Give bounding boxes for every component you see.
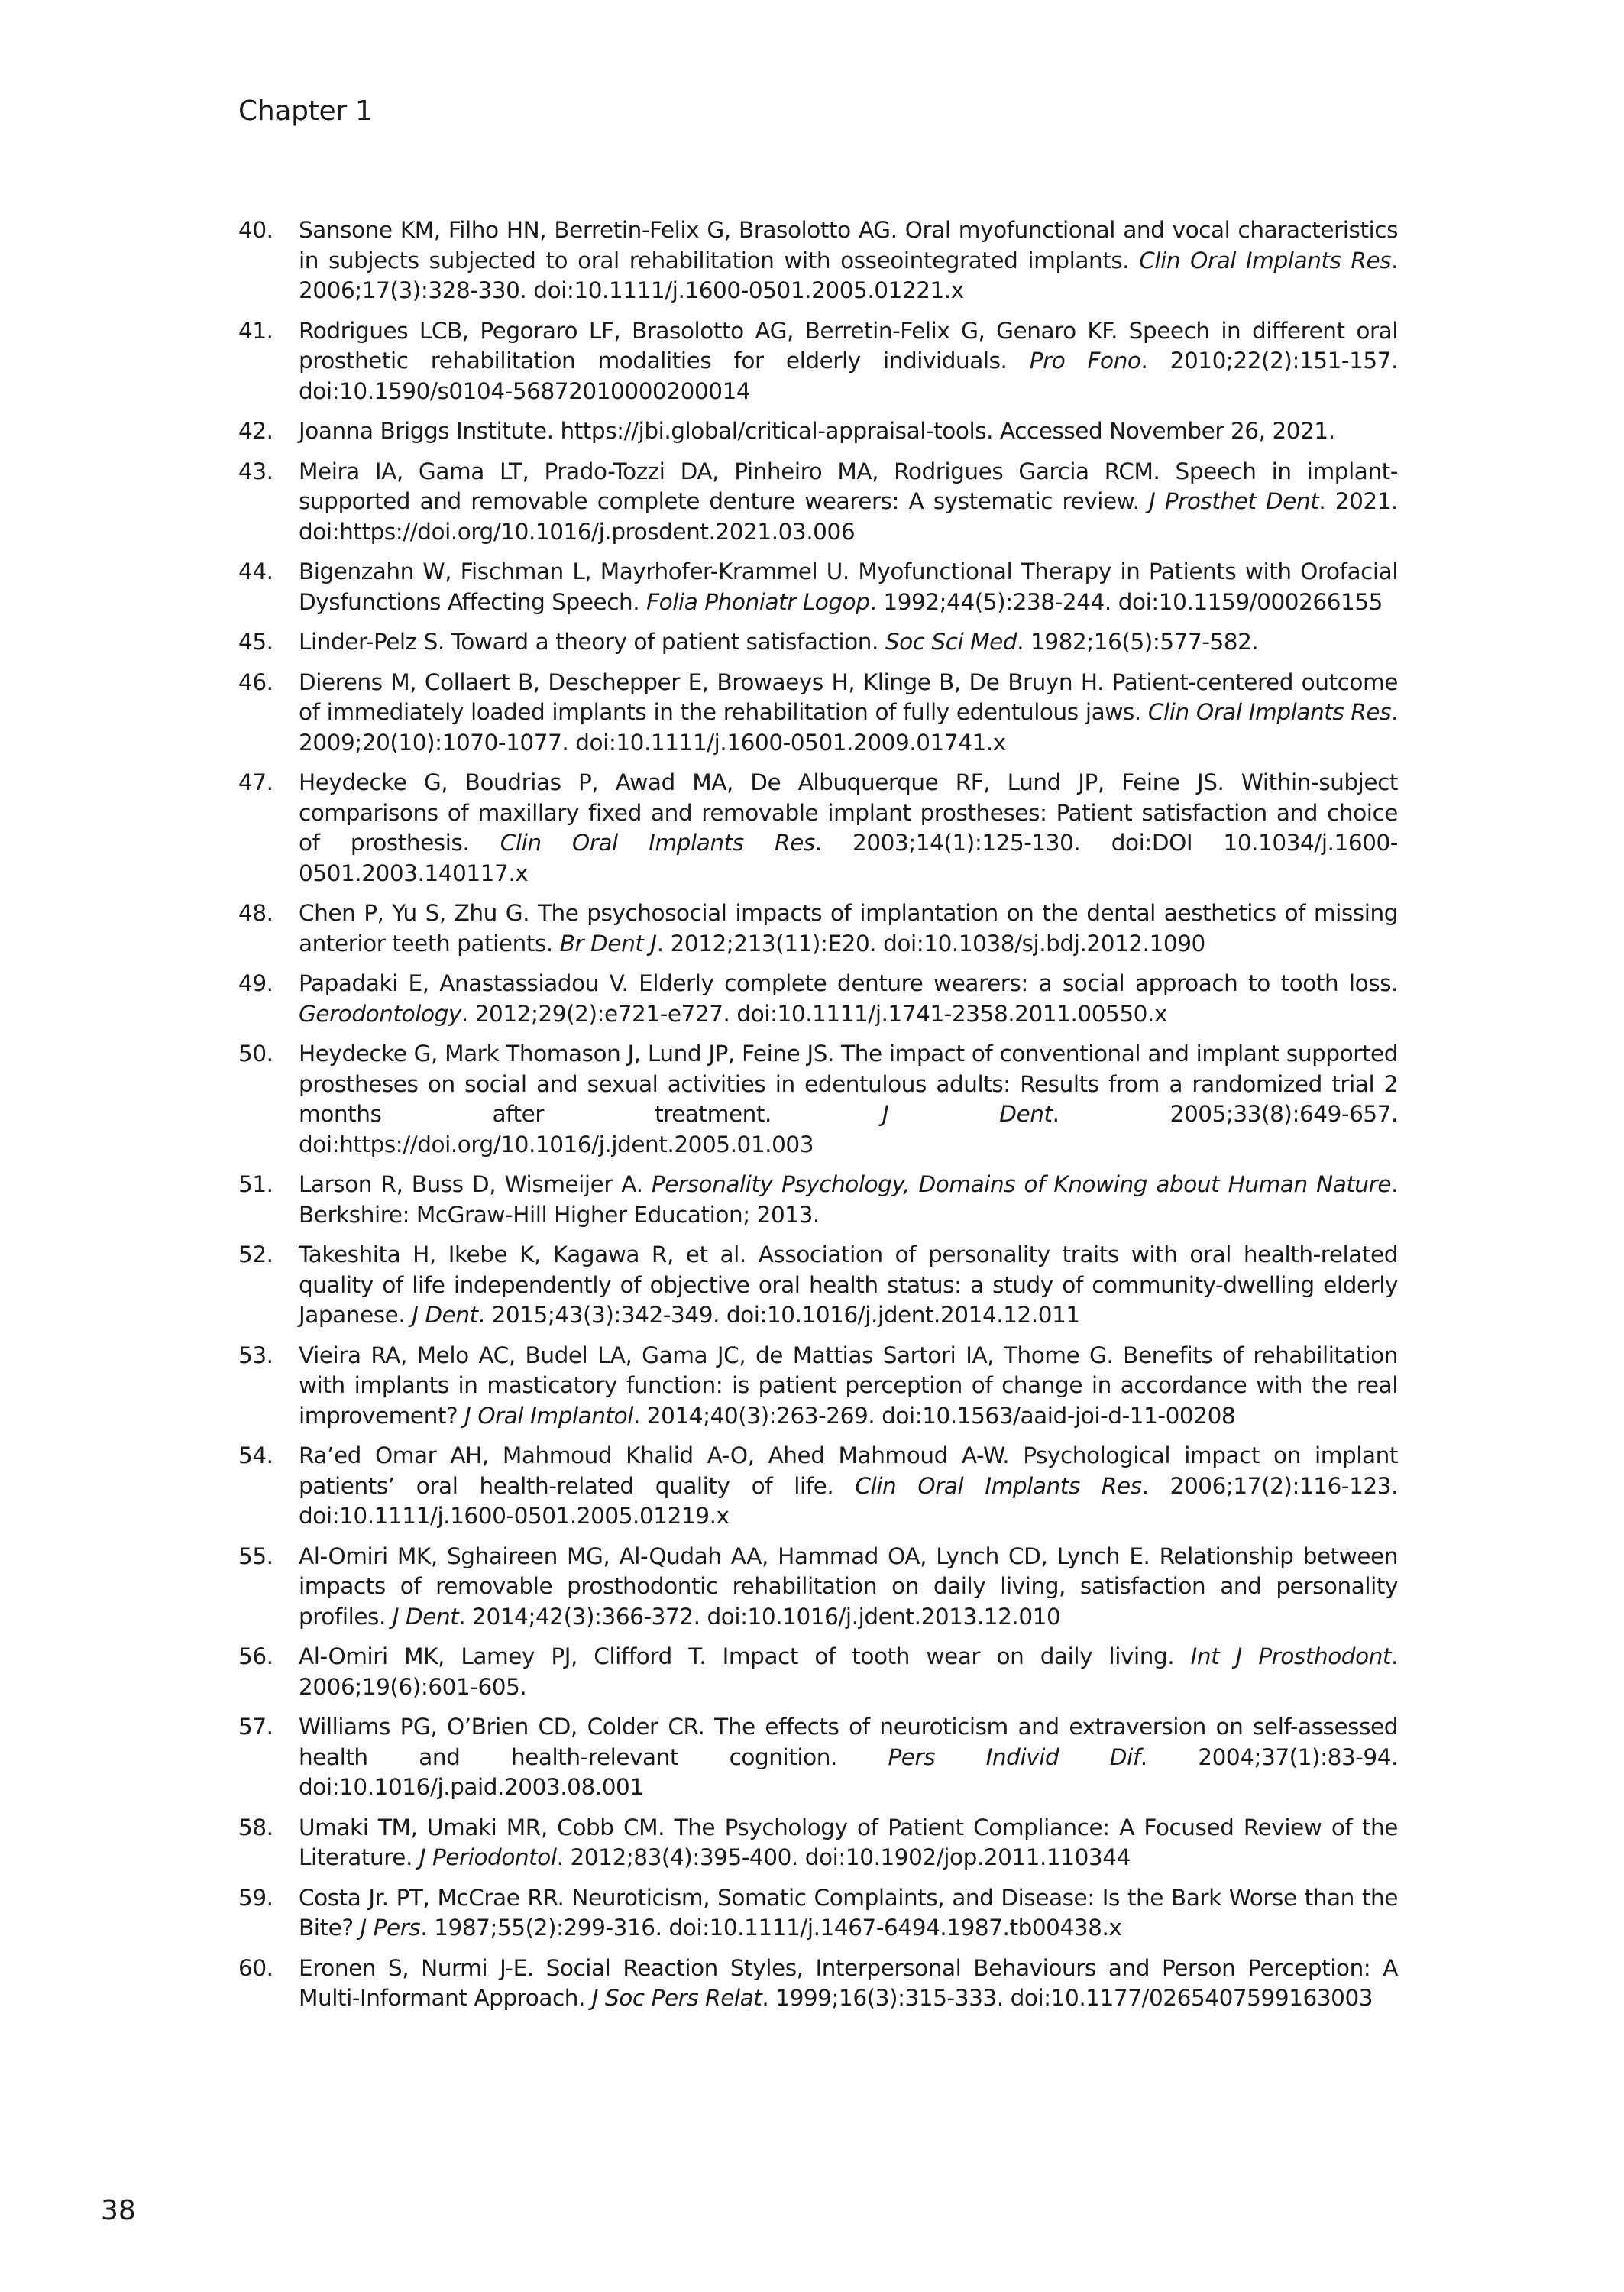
- reference-text: [299, 1341, 1398, 1432]
- reference-authors-title: Costa Jr. PT, McCrae RR. Neuroticism, Somatic Complaints, and Disease: Is the Bark Worse than the Bite?: [299, 1884, 1398, 1941]
- reference-number: 41.: [238, 317, 273, 344]
- reference-item: [238, 316, 1398, 407]
- reference-number: 54.: [238, 1442, 273, 1468]
- reference-authors-title: Al-Omiri MK, Lamey PJ, Clifford T. Impact of tooth wear on daily living.: [299, 1643, 1191, 1669]
- reference-item: [238, 1441, 1398, 1532]
- reference-citation-details: . 2010;22(2):151-157. doi:10.1590/s0104-56872010000200014: [299, 348, 1398, 404]
- reference-number: 58.: [238, 1814, 273, 1840]
- reference-number: 50.: [238, 1041, 273, 1067]
- reference-number: 59.: [238, 1884, 273, 1911]
- reference-citation-details: . 2021. doi:https://doi.org/10.1016/j.prosdent.2021.03.006: [299, 488, 1398, 545]
- reference-number: 56.: [238, 1643, 273, 1669]
- reference-authors-title: Dierens M, Collaert B, Deschepper E, Browaeys H, Klinge B, De Bruyn H. Patient-centered outcome of immediately loaded implants in the rehabilitation of fully edentulous jaws.: [299, 668, 1398, 725]
- reference-journal: Soc Sci Med: [885, 629, 1017, 655]
- reference-item: [238, 768, 1398, 889]
- reference-journal: J Periodontol: [419, 1844, 557, 1870]
- reference-item: [238, 416, 1398, 447]
- reference-number: 43.: [238, 458, 273, 484]
- reference-citation-details: . 1982;16(5):577-582.: [1017, 629, 1259, 655]
- reference-authors-title: Bigenzahn W, Fischman L, Mayrhofer-Krammel U. Myofunctional Therapy in Patients with Orofacial Dysfunctions Affecting Speech.: [299, 558, 1398, 615]
- reference-citation-details: . 2012;29(2):e721-e727. doi:10.1111/j.1741-2358.2011.00550.x: [461, 1000, 1167, 1027]
- reference-number: 57.: [238, 1714, 273, 1740]
- reference-authors-title: Ra’ed Omar AH, Mahmoud Khalid A-O, Ahed Mahmoud A-W. Psychological impact on implant patients’ oral health-related quality of life.: [299, 1442, 1398, 1499]
- reference-number: 53.: [238, 1342, 273, 1368]
- reference-text: [299, 1954, 1398, 2014]
- reference-citation-details: . 2012;213(11):E20. doi:10.1038/sj.bdj.2012.1090: [656, 930, 1205, 957]
- reference-text: [299, 668, 1398, 759]
- reference-authors-title: Larson R, Buss D, Wismeijer A.: [299, 1171, 652, 1197]
- reference-journal: Gerodontology: [299, 1000, 461, 1027]
- page-number: 38: [101, 2195, 136, 2226]
- reference-item: [238, 1341, 1398, 1432]
- reference-citation-details: . Berkshire: McGraw-Hill Higher Education; 2013.: [299, 1171, 1398, 1228]
- reference-text: [299, 1542, 1398, 1633]
- reference-journal: Clin Oral Implants Res: [500, 830, 815, 856]
- reference-journal: J Oral Implantol: [464, 1402, 633, 1429]
- reference-journal: J Dent: [882, 1101, 1053, 1127]
- reference-text: [299, 1712, 1398, 1803]
- reference-text: [299, 1642, 1398, 1702]
- reference-text: [299, 457, 1398, 548]
- reference-number: 55.: [238, 1543, 273, 1569]
- reference-authors-title: Joanna Briggs Institute. https://jbi.global/critical-appraisal-tools. Accessed November 26, 2021.: [299, 418, 1335, 444]
- reference-text: [299, 768, 1398, 889]
- reference-journal: J Soc Pers Relat: [591, 1985, 762, 2011]
- chapter-header: Chapter 1: [238, 96, 373, 127]
- reference-journal: Folia Phoniatr Logop: [646, 588, 870, 615]
- reference-citation-details: . 2006;17(2):116-123. doi:10.1111/j.1600-0501.2005.01219.x: [299, 1472, 1399, 1529]
- reference-number: 42.: [238, 418, 273, 444]
- reference-item: [238, 457, 1398, 548]
- reference-number: 47.: [238, 769, 273, 795]
- reference-item: [238, 557, 1398, 617]
- reference-number: 60.: [238, 1954, 273, 1981]
- reference-text: [299, 1039, 1398, 1160]
- reference-item: [238, 1813, 1398, 1873]
- reference-citation-details: . 2014;40(3):263-269. doi:10.1563/aaid-joi-d-11-00208: [632, 1402, 1236, 1429]
- reference-item: [238, 1240, 1398, 1331]
- reference-item: [238, 1642, 1398, 1702]
- reference-citation-details: . 2004;37(1):83-94. doi:10.1016/j.paid.2003.08.001: [299, 1743, 1398, 1800]
- reference-authors-title: Umaki TM, Umaki MR, Cobb CM. The Psychology of Patient Compliance: A Focused Review of the Literature.: [299, 1814, 1398, 1870]
- reference-journal: Br Dent J: [559, 930, 657, 957]
- reference-number: 52.: [238, 1242, 273, 1267]
- reference-text: [299, 1441, 1398, 1532]
- reference-number: 49.: [238, 970, 273, 996]
- reference-item: [238, 1712, 1398, 1803]
- reference-text: [299, 1240, 1398, 1331]
- reference-authors-title: Takeshita H, Ikebe K, Kagawa R, et al. Association of personality traits with oral health-related quality of life independently of objective oral health status: a study of community-dwelling elderly Japanese.: [299, 1242, 1398, 1328]
- reference-authors-title: Rodrigues LCB, Pegoraro LF, Brasolotto AG, Berretin-Felix G, Genaro KF. Speech in different oral prosthetic rehabilitation modalities for elderly individuals.: [299, 317, 1398, 374]
- reference-journal: Clin Oral Implants Res: [1139, 247, 1392, 274]
- reference-citation-details: . 2009;20(10):1070-1077. doi:10.1111/j.1600-0501.2009.01741.x: [299, 699, 1398, 756]
- reference-item: [238, 1542, 1398, 1633]
- reference-text: [299, 1883, 1398, 1944]
- reference-text: [299, 969, 1398, 1029]
- reference-authors-title: Meira IA, Gama LT, Prado-Tozzi DA, Pinheiro MA, Rodrigues Garcia RCM. Speech in implant-supported and removable complete denture wearers: A systematic review.: [299, 458, 1398, 514]
- reference-number: 48.: [238, 900, 273, 926]
- reference-number: 46.: [238, 668, 273, 695]
- reference-text: [299, 1813, 1398, 1873]
- reference-citation-details: . 2006;17(3):328-330. doi:10.1111/j.1600-0501.2005.01221.x: [299, 247, 1399, 303]
- reference-journal: J Dent: [392, 1603, 459, 1630]
- reference-citation-details: . 1999;16(3):315-333. doi:10.1177/0265407599163003: [762, 1985, 1373, 2011]
- reference-text: [299, 898, 1398, 959]
- reference-item: [238, 1039, 1398, 1160]
- reference-text: [299, 627, 1398, 658]
- reference-authors-title: Eronen S, Nurmi J-E. Social Reaction Styles, Interpersonal Behaviours and Person Perception: A Multi-Informant Approach.: [299, 1954, 1398, 2011]
- reference-journal: Int J Prosthodont: [1190, 1643, 1392, 1669]
- reference-authors-title: Sansone KM, Filho HN, Berretin-Felix G, Brasolotto AG. Oral myofunctional and vocal characteristics in subjects subjected to oral rehabilitation with osseointegrated implants.: [299, 217, 1398, 274]
- reference-text: [299, 416, 1398, 447]
- reference-journal: J Dent: [412, 1302, 478, 1328]
- reference-item: [238, 215, 1398, 306]
- reference-item: [238, 668, 1398, 759]
- reference-authors-title: Linder-Pelz S. Toward a theory of patient satisfaction.: [299, 629, 885, 655]
- reference-citation-details: . 2015;43(3):342-349. doi:10.1016/j.jdent.2014.12.011: [477, 1302, 1080, 1328]
- reference-citation-details: . 2005;33(8):649-657. doi:https://doi.org/10.1016/j.jdent.2005.01.003: [299, 1101, 1398, 1157]
- reference-citation-details: . 1987;55(2):299-316. doi:10.1111/j.1467-6494.1987.tb00438.x: [420, 1915, 1122, 1941]
- reference-authors-title: Papadaki E, Anastassiadou V. Elderly complete denture wearers: a social approach to tooth loss.: [299, 970, 1398, 996]
- reference-item: [238, 1954, 1398, 2014]
- reference-journal: J Prosthet Dent: [1149, 488, 1319, 514]
- reference-item: [238, 1170, 1398, 1230]
- reference-citation-details: . 2003;14(1):125-130. doi:DOI 10.1034/j.1600-0501.2003.140117.x: [299, 830, 1398, 886]
- reference-journal: J Pers: [360, 1915, 421, 1941]
- reference-citation-details: . 2012;83(4):395-400. doi:10.1902/jop.2011.110344: [556, 1844, 1131, 1870]
- reference-number: 45.: [238, 629, 273, 655]
- reference-list: [238, 215, 1398, 2024]
- reference-citation-details: . 2006;19(6):601-605.: [299, 1643, 1398, 1700]
- reference-authors-title: Al-Omiri MK, Sghaireen MG, Al-Qudah AA, Hammad OA, Lynch CD, Lynch E. Relationship between impacts of removable prosthodontic rehabilitation on daily living, satisfaction and personality profiles.: [299, 1543, 1398, 1630]
- reference-number: 44.: [238, 558, 273, 584]
- reference-text: [299, 557, 1398, 617]
- reference-authors-title: Heydecke G, Boudrias P, Awad MA, De Albuquerque RF, Lund JP, Feine JS. Within-subject comparisons of maxillary fixed and removable implant prostheses: Patient satisfaction and choice of prosthesis.: [299, 769, 1398, 856]
- reference-citation-details: . 1992;44(5):238-244. doi:10.1159/000266155: [869, 588, 1383, 615]
- reference-authors-title: Vieira RA, Melo AC, Budel LA, Gama JC, de Mattias Sartori IA, Thome G. Benefits of rehabilitation with implants in masticatory function: is patient perception of change in accordance with the real improvement?: [299, 1342, 1398, 1429]
- reference-journal: Clin Oral Implants Res: [855, 1472, 1142, 1499]
- reference-authors-title: Williams PG, O’Brien CD, Colder CR. The effects of neuroticism and extraversion on self-assessed health and health-relevant cognition.: [299, 1714, 1398, 1770]
- reference-number: 51.: [238, 1171, 273, 1197]
- reference-text: [299, 215, 1398, 306]
- reference-item: [238, 898, 1398, 959]
- reference-item: [238, 627, 1398, 658]
- reference-authors-title: Chen P, Yu S, Zhu G. The psychosocial impacts of implantation on the dental aesthetics of missing anterior teeth patients.: [299, 900, 1398, 957]
- reference-journal: Clin Oral Implants Res: [1147, 699, 1392, 725]
- reference-authors-title: Heydecke G, Mark Thomason J, Lund JP, Feine JS. The impact of conventional and implant supported prostheses on social and sexual activities in edentulous adults: Results from a randomized trial 2 months after treatment.: [299, 1041, 1398, 1127]
- reference-journal: Personality Psychology, Domains of Knowing about Human Nature: [651, 1171, 1392, 1197]
- reference-text: [299, 1170, 1398, 1230]
- reference-journal: Pro Fono: [1029, 348, 1141, 374]
- reference-number: 40.: [238, 217, 273, 243]
- reference-text: [299, 316, 1398, 407]
- reference-citation-details: . 2014;42(3):366-372. doi:10.1016/j.jdent.2013.12.010: [458, 1603, 1061, 1630]
- reference-journal: Pers Individ Dif: [888, 1743, 1140, 1770]
- reference-item: [238, 1883, 1398, 1944]
- reference-item: [238, 969, 1398, 1029]
